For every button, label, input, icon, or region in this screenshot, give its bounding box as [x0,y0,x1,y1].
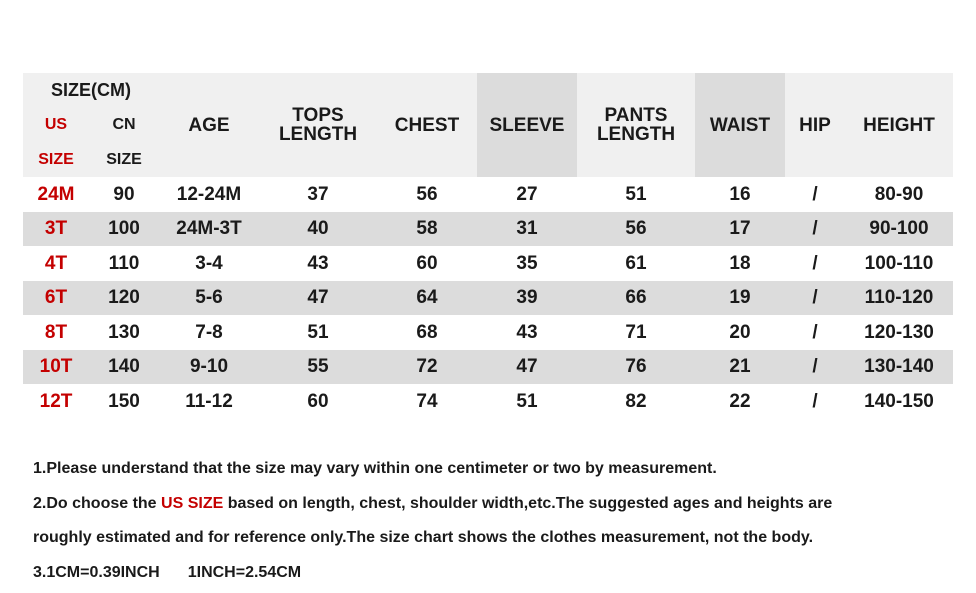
us-header-top: US [23,117,89,133]
chest-header: CHEST [377,73,477,177]
size-title: SIZE(CM) [23,81,159,99]
cell-chest: 68 [377,315,477,350]
header-row [23,73,953,177]
waist-header: WAIST [695,73,785,177]
pants-header-line2: LENGTH [577,125,695,144]
cell-age: 3-4 [159,246,259,281]
cell-age: 5-6 [159,281,259,316]
cell-pants: 82 [577,384,695,419]
tops-header-line1: TOPS [259,106,377,125]
table-row [23,177,953,212]
cell-us: 4T [23,246,89,281]
cell-tops: 60 [259,384,377,419]
cell-sleeve: 47 [477,350,577,385]
cell-hip: / [785,384,845,419]
age-header: AGE [159,73,259,177]
size-chart-table [23,73,953,419]
cell-pants: 51 [577,177,695,212]
us-size-highlight: US SIZE [161,495,223,512]
cell-hip: / [785,177,845,212]
cell-waist: 16 [695,177,785,212]
table-row [23,315,953,350]
cell-height: 120-130 [845,315,953,350]
cell-tops: 43 [259,246,377,281]
table-row [23,246,953,281]
cell-age: 9-10 [159,350,259,385]
note-line-2-start: 2.Do choose the [33,495,161,512]
cell-waist: 18 [695,246,785,281]
cell-waist: 20 [695,315,785,350]
cell-pants: 76 [577,350,695,385]
cn-header-top: CN [89,117,159,133]
table-row [23,350,953,385]
cell-cn: 100 [89,212,159,247]
table-row [23,384,953,419]
height-header: HEIGHT [845,73,953,177]
note-line-2 [33,490,953,525]
cell-pants: 71 [577,315,695,350]
cm-to-inch: 3.1CM=0.39INCH [33,564,160,581]
cell-pants: 66 [577,281,695,316]
notes-section [33,455,953,593]
cell-cn: 90 [89,177,159,212]
tops-length-header [259,73,377,177]
cell-waist: 19 [695,281,785,316]
cell-us: 12T [23,384,89,419]
cell-age: 12-24M [159,177,259,212]
cell-waist: 17 [695,212,785,247]
cell-height: 100-110 [845,246,953,281]
cell-tops: 47 [259,281,377,316]
pants-header-line1: PANTS [577,106,695,125]
cell-sleeve: 39 [477,281,577,316]
note-line-1: 1.Please understand that the size may vary within one centimeter or two by measurement. [33,455,953,490]
cell-age: 11-12 [159,384,259,419]
cell-sleeve: 27 [477,177,577,212]
cell-us: 3T [23,212,89,247]
cell-us: 8T [23,315,89,350]
note-line-3: roughly estimated and for reference only.The size chart shows the clothes measurement, not the body. [33,524,953,559]
size-rows [23,177,953,419]
cell-height: 80-90 [845,177,953,212]
tops-header-line2: LENGTH [259,125,377,144]
cell-pants: 61 [577,246,695,281]
note-line-2-end: based on length, chest, shoulder width,etc.The suggested ages and heights are [223,495,832,512]
cell-tops: 55 [259,350,377,385]
cell-tops: 40 [259,212,377,247]
cell-age: 7-8 [159,315,259,350]
cell-cn: 150 [89,384,159,419]
cell-pants: 56 [577,212,695,247]
inch-to-cm: 1INCH=2.54CM [188,564,301,581]
cell-chest: 60 [377,246,477,281]
size-header [23,73,159,177]
cell-us: 24M [23,177,89,212]
cell-cn: 130 [89,315,159,350]
cell-chest: 58 [377,212,477,247]
cell-height: 90-100 [845,212,953,247]
cell-hip: / [785,212,845,247]
cell-sleeve: 35 [477,246,577,281]
cell-height: 130-140 [845,350,953,385]
cell-hip: / [785,315,845,350]
cell-us: 10T [23,350,89,385]
cell-height: 140-150 [845,384,953,419]
cell-chest: 74 [377,384,477,419]
sleeve-header: SLEEVE [477,73,577,177]
cell-chest: 72 [377,350,477,385]
cell-tops: 37 [259,177,377,212]
cell-cn: 120 [89,281,159,316]
table-row [23,212,953,247]
table-row [23,281,953,316]
us-header-bottom: SIZE [23,152,89,168]
cell-chest: 64 [377,281,477,316]
cell-us: 6T [23,281,89,316]
hip-header: HIP [785,73,845,177]
cell-age: 24M-3T [159,212,259,247]
cell-waist: 22 [695,384,785,419]
cn-header-bottom: SIZE [89,152,159,168]
cell-height: 110-120 [845,281,953,316]
cell-sleeve: 43 [477,315,577,350]
cell-hip: / [785,246,845,281]
cell-hip: / [785,350,845,385]
cell-waist: 21 [695,350,785,385]
cell-hip: / [785,281,845,316]
cell-cn: 140 [89,350,159,385]
cell-chest: 56 [377,177,477,212]
pants-length-header [577,73,695,177]
cell-cn: 110 [89,246,159,281]
cell-tops: 51 [259,315,377,350]
cell-sleeve: 31 [477,212,577,247]
cell-sleeve: 51 [477,384,577,419]
